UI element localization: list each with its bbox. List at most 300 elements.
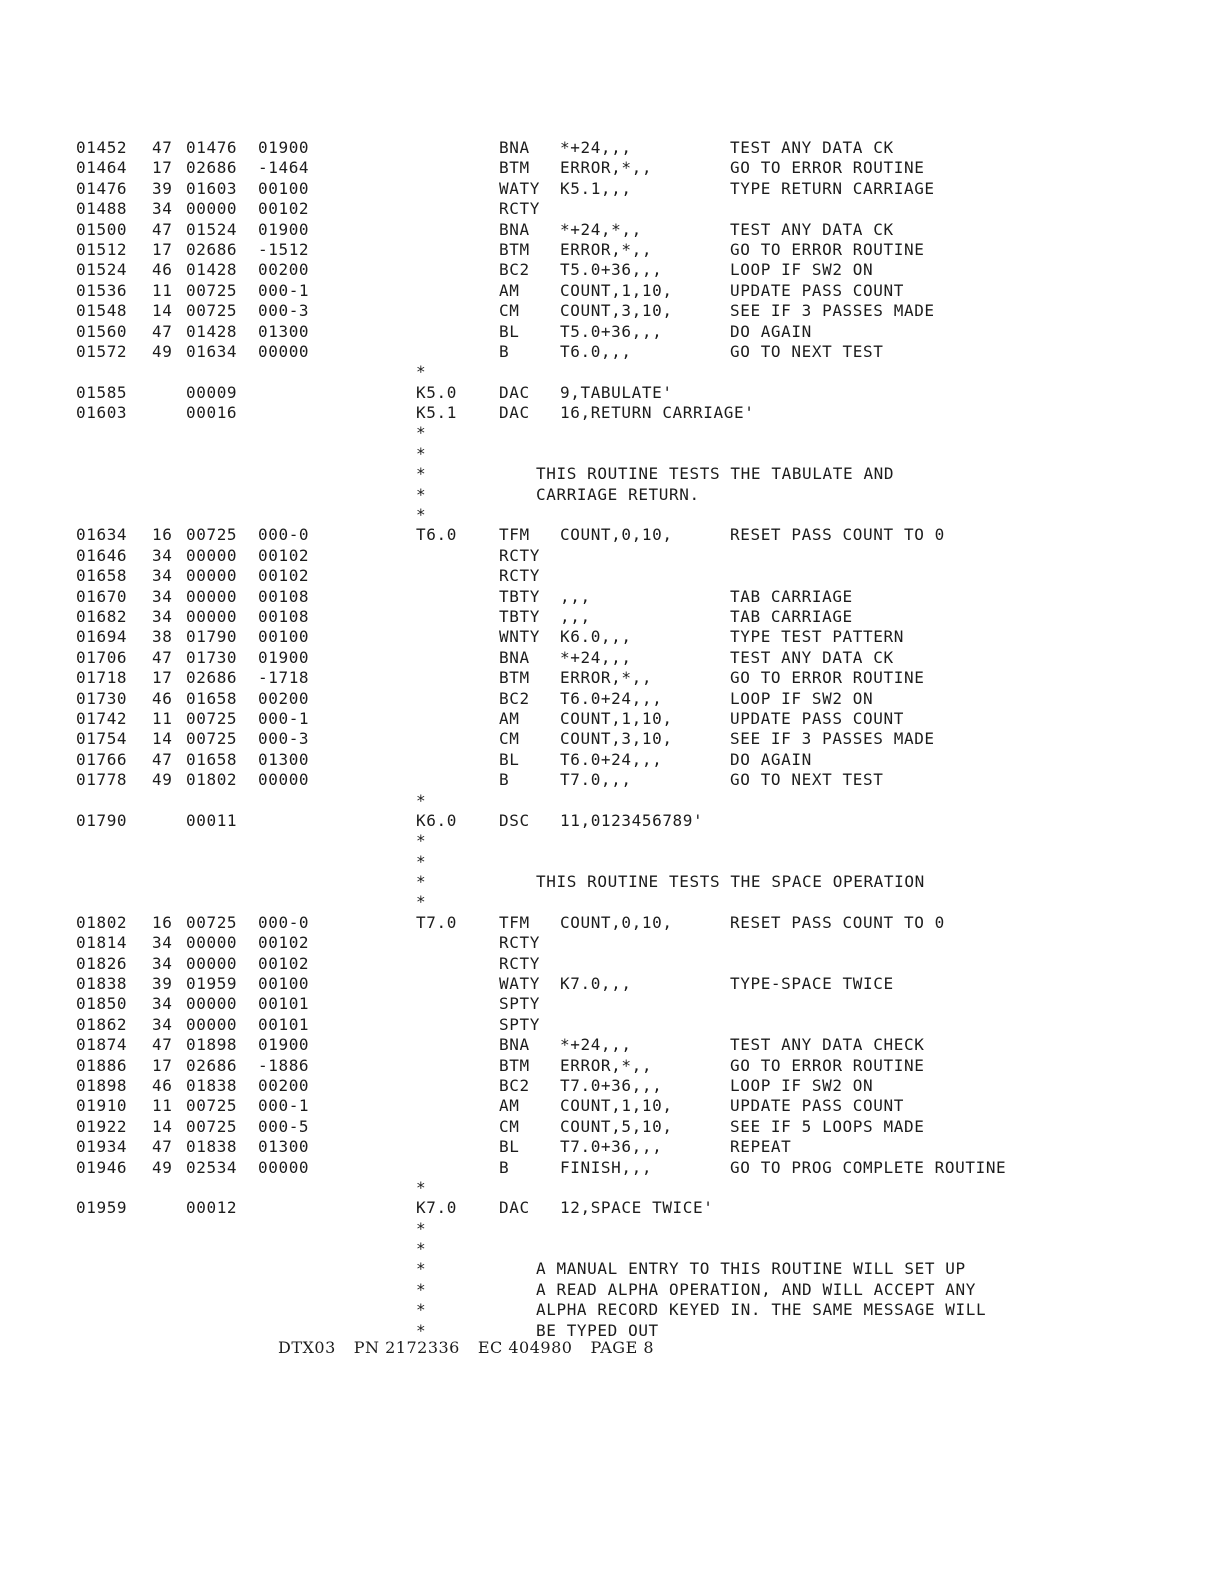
q-field: 00100	[258, 178, 310, 198]
operand: 9,TABULATE'	[560, 382, 673, 402]
p-field: 00725	[186, 729, 238, 749]
mnemonic: B	[499, 1157, 510, 1177]
op-code: 39	[152, 178, 173, 198]
p-field: 01634	[186, 341, 238, 361]
comment: GO TO ERROR ROUTINE	[730, 158, 925, 178]
p-field: 01603	[186, 178, 238, 198]
q-field: 00101	[258, 1014, 310, 1034]
comment-text: A MANUAL ENTRY TO THIS ROUTINE WILL SET UP	[536, 1259, 966, 1279]
mnemonic: BNA	[499, 1035, 530, 1055]
p-field: 00000	[186, 933, 238, 953]
q-field: 000-0	[258, 525, 310, 545]
address: 01802	[76, 912, 128, 932]
operand: COUNT,0,10,	[560, 525, 673, 545]
comment: GO TO PROG COMPLETE ROUTINE	[730, 1157, 1007, 1177]
mnemonic: BTM	[499, 1055, 530, 1075]
comment: GO TO NEXT TEST	[730, 341, 884, 361]
statement-label: K6.0	[416, 810, 457, 830]
instruction-line	[0, 750, 1224, 770]
comment-asterisk-line	[0, 444, 1224, 464]
address: 01850	[76, 994, 128, 1014]
instruction-line	[0, 770, 1224, 790]
p-field: 00000	[186, 199, 238, 219]
op-code: 11	[152, 1096, 173, 1116]
comment: TEST ANY DATA CHECK	[730, 1035, 925, 1055]
p-field: 00000	[186, 953, 238, 973]
statement-label: K5.1	[416, 403, 457, 423]
mnemonic: B	[499, 341, 510, 361]
operand: K6.0,,,	[560, 627, 632, 647]
address: 01603	[76, 403, 128, 423]
address: 01862	[76, 1014, 128, 1034]
p-field: 00725	[186, 1096, 238, 1116]
op-code: 34	[152, 606, 173, 626]
mnemonic: BTM	[499, 668, 530, 688]
p-field: 00000	[186, 566, 238, 586]
p-field: 01730	[186, 647, 238, 667]
mnemonic: BNA	[499, 219, 530, 239]
address: 01910	[76, 1096, 128, 1116]
q-field: -1512	[258, 239, 310, 259]
instruction-line	[0, 668, 1224, 688]
address: 01524	[76, 260, 128, 280]
mnemonic: RCTY	[499, 933, 540, 953]
mnemonic: CM	[499, 1116, 520, 1136]
instruction-line	[0, 1076, 1224, 1096]
footer-engineering-change: EC 404980	[477, 1338, 573, 1357]
p-field: 00725	[186, 912, 238, 932]
comment-line	[0, 1259, 1224, 1279]
statement-label: K7.0	[416, 1198, 457, 1218]
comment: LOOP IF SW2 ON	[730, 688, 874, 708]
comment: TAB CARRIAGE	[730, 606, 853, 626]
address: 01706	[76, 647, 128, 667]
address: 01536	[76, 280, 128, 300]
mnemonic: DAC	[499, 403, 530, 423]
p-field: 01524	[186, 219, 238, 239]
instruction-line	[0, 1117, 1224, 1137]
comment-line	[0, 464, 1224, 484]
address: 01766	[76, 749, 128, 769]
q-field: 00102	[258, 933, 310, 953]
comment: GO TO ERROR ROUTINE	[730, 668, 925, 688]
mnemonic: SPTY	[499, 1014, 540, 1034]
address: 01718	[76, 668, 128, 688]
op-code: 49	[152, 770, 173, 790]
op-code: 47	[152, 1035, 173, 1055]
comment-text: THIS ROUTINE TESTS THE TABULATE AND	[536, 464, 895, 484]
comment-asterisk: *	[416, 851, 427, 871]
constant-line	[0, 1198, 1224, 1218]
constant-line	[0, 811, 1224, 831]
operand: COUNT,5,10,	[560, 1116, 673, 1136]
p-field: 01959	[186, 974, 238, 994]
operand: T7.0,,,	[560, 770, 632, 790]
operand: T6.0,,,	[560, 341, 632, 361]
op-code: 46	[152, 1075, 173, 1095]
op-code: 14	[152, 301, 173, 321]
q-field: 01900	[258, 219, 310, 239]
comment: DO AGAIN	[730, 321, 812, 341]
q-field: 00000	[258, 341, 310, 361]
mnemonic: TBTY	[499, 606, 540, 626]
instruction-line	[0, 689, 1224, 709]
operand: ERROR,*,,	[560, 668, 653, 688]
p-field: 01658	[186, 688, 238, 708]
address: 01694	[76, 627, 128, 647]
comment: SEE IF 3 PASSES MADE	[730, 729, 935, 749]
address: 01464	[76, 158, 128, 178]
mnemonic: BL	[499, 321, 520, 341]
comment-asterisk: *	[416, 443, 427, 463]
mnemonic: RCTY	[499, 199, 540, 219]
instruction-line	[0, 1056, 1224, 1076]
q-field: 00000	[258, 770, 310, 790]
comment: TAB CARRIAGE	[730, 586, 853, 606]
q-field: -1718	[258, 668, 310, 688]
operand: COUNT,1,10,	[560, 708, 673, 728]
operand: COUNT,3,10,	[560, 301, 673, 321]
mnemonic: CM	[499, 301, 520, 321]
q-field: 01300	[258, 321, 310, 341]
comment-text: A READ ALPHA OPERATION, AND WILL ACCEPT ANY	[536, 1279, 977, 1299]
mnemonic: DSC	[499, 810, 530, 830]
comment-asterisk-line	[0, 362, 1224, 382]
operand: ERROR,*,,	[560, 1055, 653, 1075]
comment-asterisk: *	[416, 1218, 427, 1238]
p-field: 02534	[186, 1157, 238, 1177]
address: 01634	[76, 525, 128, 545]
q-field: 00101	[258, 994, 310, 1014]
comment: TYPE TEST PATTERN	[730, 627, 904, 647]
q-field: 00102	[258, 953, 310, 973]
mnemonic: TFM	[499, 912, 530, 932]
op-code: 11	[152, 708, 173, 728]
mnemonic: AM	[499, 708, 520, 728]
operand: 12,SPACE TWICE'	[560, 1198, 714, 1218]
comment-asterisk: *	[416, 423, 427, 443]
instruction-line	[0, 1015, 1224, 1035]
address: 01790	[76, 810, 128, 830]
instruction-line	[0, 240, 1224, 260]
p-field: 00000	[186, 1014, 238, 1034]
address: 01730	[76, 688, 128, 708]
op-code: 17	[152, 668, 173, 688]
instruction-line	[0, 566, 1224, 586]
instruction-line	[0, 260, 1224, 280]
instruction-line	[0, 627, 1224, 647]
q-field: 000-0	[258, 912, 310, 932]
q-field: 00102	[258, 566, 310, 586]
comment-asterisk: *	[416, 790, 427, 810]
address: 01922	[76, 1116, 128, 1136]
operand: T5.0+36,,,	[560, 321, 663, 341]
address: 01946	[76, 1157, 128, 1177]
address: 01778	[76, 770, 128, 790]
op-code: 47	[152, 138, 173, 157]
q-field: 01300	[258, 1137, 310, 1157]
op-code: 34	[152, 199, 173, 219]
instruction-line	[0, 1137, 1224, 1157]
p-field: 00000	[186, 586, 238, 606]
operand: FINISH,,,	[560, 1157, 653, 1177]
operand: T7.0+36,,,	[560, 1137, 663, 1157]
comment-text: BE TYPED OUT	[536, 1320, 659, 1340]
mnemonic: BC2	[499, 688, 530, 708]
operand: 11,0123456789'	[560, 810, 704, 830]
op-code: 46	[152, 260, 173, 280]
address: 01959	[76, 1198, 128, 1218]
instruction-line	[0, 1096, 1224, 1116]
operand: *+24,,,	[560, 138, 632, 157]
comment-asterisk-line	[0, 852, 1224, 872]
comment: GO TO ERROR ROUTINE	[730, 1055, 925, 1075]
instruction-line	[0, 954, 1224, 974]
address: 01682	[76, 606, 128, 626]
address: 01658	[76, 566, 128, 586]
p-field: 00725	[186, 301, 238, 321]
op-code: 47	[152, 219, 173, 239]
instruction-line	[0, 974, 1224, 994]
p-field: 00725	[186, 708, 238, 728]
q-field: 01900	[258, 1035, 310, 1055]
op-code: 11	[152, 280, 173, 300]
q-field: 01900	[258, 647, 310, 667]
comment: LOOP IF SW2 ON	[730, 260, 874, 280]
address: 01934	[76, 1137, 128, 1157]
op-code: 38	[152, 627, 173, 647]
comment-asterisk: *	[416, 484, 427, 504]
comment: TEST ANY DATA CK	[730, 647, 894, 667]
instruction-line	[0, 1158, 1224, 1178]
q-field: 000-3	[258, 301, 310, 321]
p-field: 00725	[186, 280, 238, 300]
mnemonic: TFM	[499, 525, 530, 545]
address: 01585	[76, 382, 128, 402]
mnemonic: BL	[499, 749, 520, 769]
comment: DO AGAIN	[730, 749, 812, 769]
comment: REPEAT	[730, 1137, 792, 1157]
op-code: 47	[152, 1137, 173, 1157]
constant-length: 00016	[186, 403, 238, 423]
comment: GO TO NEXT TEST	[730, 770, 884, 790]
comment-asterisk: *	[416, 1259, 427, 1279]
q-field: 00200	[258, 1075, 310, 1095]
q-field: 00102	[258, 199, 310, 219]
instruction-line	[0, 138, 1224, 158]
p-field: 01476	[186, 138, 238, 157]
comment-asterisk-line	[0, 1239, 1224, 1259]
comment-text: ALPHA RECORD KEYED IN. THE SAME MESSAGE WILL	[536, 1300, 987, 1320]
op-code: 34	[152, 994, 173, 1014]
operand: *+24,,,	[560, 1035, 632, 1055]
comment: UPDATE PASS COUNT	[730, 1096, 904, 1116]
q-field: 00108	[258, 586, 310, 606]
comment: RESET PASS COUNT TO 0	[730, 912, 945, 932]
mnemonic: BC2	[499, 1075, 530, 1095]
statement-label: T7.0	[416, 912, 457, 932]
footer-program: DTX03	[278, 1338, 336, 1357]
operand: T5.0+36,,,	[560, 260, 663, 280]
q-field: 00100	[258, 627, 310, 647]
address: 01560	[76, 321, 128, 341]
comment-text: THIS ROUTINE TESTS THE SPACE OPERATION	[536, 872, 925, 892]
constant-length: 00009	[186, 382, 238, 402]
footer-page-number: PAGE 8	[590, 1338, 655, 1357]
p-field: 01428	[186, 260, 238, 280]
comment-asterisk: *	[416, 872, 427, 892]
comment-asterisk: *	[416, 362, 427, 382]
q-field: 00200	[258, 260, 310, 280]
operand: T7.0+36,,,	[560, 1075, 663, 1095]
p-field: 02686	[186, 1055, 238, 1075]
q-field: 00108	[258, 606, 310, 626]
address: 01488	[76, 199, 128, 219]
mnemonic: CM	[499, 729, 520, 749]
operand: T6.0+24,,,	[560, 688, 663, 708]
operand: *+24,*,,	[560, 219, 642, 239]
op-code: 47	[152, 749, 173, 769]
q-field: -1886	[258, 1055, 310, 1075]
address: 01548	[76, 301, 128, 321]
q-field: 01300	[258, 749, 310, 769]
q-field: 000-5	[258, 1116, 310, 1136]
comment-asterisk: *	[416, 892, 427, 912]
instruction-line	[0, 648, 1224, 668]
comment: SEE IF 5 LOOPS MADE	[730, 1116, 925, 1136]
instruction-line	[0, 994, 1224, 1014]
op-code: 14	[152, 729, 173, 749]
comment-asterisk: *	[416, 1279, 427, 1299]
address: 01476	[76, 178, 128, 198]
p-field: 02686	[186, 158, 238, 178]
p-field: 01838	[186, 1075, 238, 1095]
instruction-line	[0, 342, 1224, 362]
operand: ERROR,*,,	[560, 239, 653, 259]
address: 01452	[76, 138, 128, 157]
op-code: 34	[152, 933, 173, 953]
mnemonic: RCTY	[499, 545, 540, 565]
operand: *+24,,,	[560, 647, 632, 667]
mnemonic: WNTY	[499, 627, 540, 647]
op-code: 34	[152, 953, 173, 973]
instruction-line	[0, 158, 1224, 178]
address: 01742	[76, 708, 128, 728]
q-field: 01900	[258, 138, 310, 157]
op-code: 14	[152, 1116, 173, 1136]
mnemonic: AM	[499, 280, 520, 300]
instruction-line	[0, 301, 1224, 321]
comment-asterisk: *	[416, 831, 427, 851]
op-code: 17	[152, 158, 173, 178]
p-field: 02686	[186, 239, 238, 259]
operand: COUNT,3,10,	[560, 729, 673, 749]
instruction-line	[0, 281, 1224, 301]
mnemonic: RCTY	[499, 566, 540, 586]
comment: UPDATE PASS COUNT	[730, 708, 904, 728]
op-code: 47	[152, 321, 173, 341]
instruction-line	[0, 587, 1224, 607]
instruction-line	[0, 1035, 1224, 1055]
p-field: 00725	[186, 525, 238, 545]
q-field: 00000	[258, 1157, 310, 1177]
address: 01646	[76, 545, 128, 565]
comment-asterisk: *	[416, 1177, 427, 1197]
p-field: 01898	[186, 1035, 238, 1055]
comment-asterisk-line	[0, 791, 1224, 811]
instruction-line	[0, 607, 1224, 627]
operand: COUNT,1,10,	[560, 280, 673, 300]
p-field: 00000	[186, 545, 238, 565]
comment-asterisk-line	[0, 892, 1224, 912]
comment: RESET PASS COUNT TO 0	[730, 525, 945, 545]
op-code: 49	[152, 341, 173, 361]
mnemonic: BNA	[499, 647, 530, 667]
comment-asterisk-line	[0, 1178, 1224, 1198]
mnemonic: TBTY	[499, 586, 540, 606]
address: 01838	[76, 974, 128, 994]
p-field: 01658	[186, 749, 238, 769]
q-field: 000-1	[258, 280, 310, 300]
p-field: 00000	[186, 994, 238, 1014]
comment: TYPE RETURN CARRIAGE	[730, 178, 935, 198]
comment-line	[0, 872, 1224, 892]
p-field: 02686	[186, 668, 238, 688]
q-field: 00200	[258, 688, 310, 708]
p-field: 01838	[186, 1137, 238, 1157]
statement-label: K5.0	[416, 382, 457, 402]
mnemonic: BNA	[499, 138, 530, 157]
comment-asterisk-line	[0, 423, 1224, 443]
instruction-line	[0, 933, 1224, 953]
mnemonic: RCTY	[499, 953, 540, 973]
q-field: 00102	[258, 545, 310, 565]
op-code: 39	[152, 974, 173, 994]
op-code: 17	[152, 1055, 173, 1075]
comment-line	[0, 485, 1224, 505]
mnemonic: BTM	[499, 158, 530, 178]
comment: UPDATE PASS COUNT	[730, 280, 904, 300]
operand: K7.0,,,	[560, 974, 632, 994]
q-field: 000-1	[258, 1096, 310, 1116]
comment-asterisk: *	[416, 1320, 427, 1340]
constant-line	[0, 383, 1224, 403]
footer-part-number: PN 2172336	[353, 1338, 460, 1357]
mnemonic: SPTY	[499, 994, 540, 1014]
p-field: 01802	[186, 770, 238, 790]
comment-asterisk: *	[416, 1300, 427, 1320]
q-field: 000-3	[258, 729, 310, 749]
mnemonic: BC2	[499, 260, 530, 280]
instruction-line	[0, 199, 1224, 219]
operand: T6.0+24,,,	[560, 749, 663, 769]
op-code: 49	[152, 1157, 173, 1177]
address: 01898	[76, 1075, 128, 1095]
address: 01826	[76, 953, 128, 973]
comment: SEE IF 3 PASSES MADE	[730, 301, 935, 321]
operand: COUNT,0,10,	[560, 912, 673, 932]
operand: K5.1,,,	[560, 178, 632, 198]
comment: GO TO ERROR ROUTINE	[730, 239, 925, 259]
comment-asterisk: *	[416, 505, 427, 525]
assembly-listing	[0, 138, 1224, 1341]
address: 01874	[76, 1035, 128, 1055]
statement-label: T6.0	[416, 525, 457, 545]
p-field: 01428	[186, 321, 238, 341]
mnemonic: DAC	[499, 382, 530, 402]
operand: ,,,	[560, 586, 591, 606]
address: 01500	[76, 219, 128, 239]
